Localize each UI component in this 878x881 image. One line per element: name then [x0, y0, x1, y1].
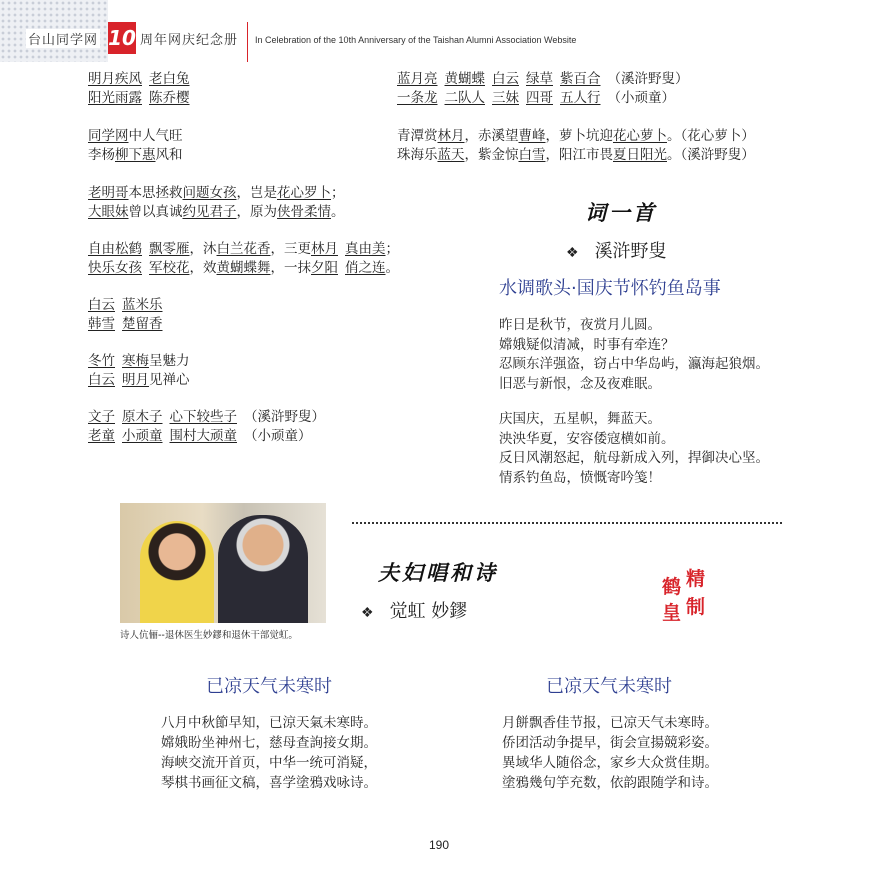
- ci-author: 溪浒野叟: [594, 241, 667, 262]
- text: 曾以真诚: [128, 204, 183, 220]
- nickname: 原木子: [122, 409, 163, 425]
- couple-author-line: [361, 597, 467, 623]
- couplet-line: [88, 127, 183, 146]
- poem-line: 反日风潮怒起，航母新成入列，捍御决心坚。: [499, 450, 769, 466]
- couplet-line: [88, 352, 190, 371]
- page-number: 190: [428, 838, 450, 852]
- text: ，沐: [189, 241, 217, 257]
- nickname: 花心萝卜: [613, 128, 667, 144]
- ci-stanza-2: [499, 410, 769, 488]
- poem-line: 海峡交流开首页，中华一统可消疑，: [161, 755, 377, 771]
- nickname: 林月: [311, 241, 338, 257]
- nickname: 韩雪: [88, 316, 115, 332]
- ci-title: 水调歌头·国庆节怀钓鱼岛事: [499, 278, 721, 299]
- nickname: 二队人: [444, 90, 485, 106]
- nickname: 老白兔: [149, 71, 190, 87]
- nickname: 蓝天: [437, 147, 465, 163]
- poem-line: 琴棋书画征文稿，喜学塗鴉戏咏诗。: [161, 775, 377, 791]
- diamond-bullet-icon: ❖: [566, 245, 579, 261]
- nickname: 陈乔樱: [149, 90, 190, 106]
- couplet-line: [88, 240, 399, 259]
- nickname: 紫百合: [560, 71, 601, 87]
- nickname: 围村大顽童: [169, 428, 237, 444]
- text: 青潭赏: [397, 128, 438, 144]
- nickname: 白兰花香: [216, 241, 271, 257]
- nickname: 小顽童: [122, 428, 163, 444]
- text: ；: [385, 241, 399, 257]
- couplet-line: [397, 70, 689, 89]
- poem-left-body: [161, 713, 377, 793]
- seal-char: 精: [686, 568, 706, 590]
- header-title-part2: 周年网庆纪念册: [140, 33, 239, 48]
- poem-line: 旧恶与新恨，念及夜难眠。: [499, 375, 661, 392]
- text: ，紫金惊: [464, 147, 519, 163]
- page-header: [0, 0, 878, 62]
- poem-line: 月餅飘香佳节报，已凉天气未寒時。: [502, 715, 718, 731]
- text: 。: [331, 204, 345, 220]
- nickname: 问题女孩: [182, 185, 237, 201]
- nickname: 三妹: [492, 90, 519, 106]
- nickname: 林月: [437, 128, 465, 144]
- author-note: （小顽童）: [607, 90, 675, 106]
- poem-line: 嫦娥盼坐神州七，慈母查詢接女期。: [161, 735, 377, 751]
- couplet-group-2: [88, 127, 183, 165]
- nickname: 老明哥: [88, 185, 129, 201]
- poem-line: 昨日是秋节，夜赏月儿圆。: [499, 317, 661, 333]
- nickname: 一条龙: [397, 90, 438, 106]
- poem-line: 忍顾东洋强盗，窃占中华岛屿，瀛海起狼烟。: [499, 356, 769, 372]
- photo-person-man: [218, 515, 308, 623]
- couplet-line: [88, 184, 345, 203]
- nickname: 文子: [88, 409, 115, 425]
- text: 。（花心萝卜）: [667, 128, 755, 144]
- text: 李杨: [88, 147, 115, 163]
- photo-person-woman: [140, 521, 214, 623]
- seal-char: 鹤: [662, 576, 682, 598]
- text: ，效: [189, 260, 217, 276]
- couplet-line: [88, 259, 399, 278]
- poem-line: 庆国庆，五星帜，舞蓝天。: [499, 411, 661, 427]
- couplet-line: [397, 89, 689, 108]
- couplet-line: [88, 70, 190, 89]
- nickname: 冬竹: [88, 353, 115, 369]
- couple-authors: 觉虹 妙鏐: [389, 601, 468, 622]
- nickname: 白雪: [518, 147, 546, 163]
- author-note: （溪浒野叟）: [244, 409, 325, 425]
- poem-left-title: 已凉天气未寒时: [206, 676, 332, 697]
- text: 本思拯救: [128, 185, 183, 201]
- ci-stanza-1: [499, 316, 769, 394]
- poem-right-body: [502, 713, 718, 793]
- couplet-line: [88, 89, 190, 108]
- couplet-line: [88, 427, 325, 446]
- nickname: 俏之连: [345, 260, 386, 276]
- text: ，三更: [270, 241, 311, 257]
- nickname: 心下较些子: [169, 409, 237, 425]
- nickname: 蓝米乐: [122, 297, 163, 313]
- nickname: 楚留香: [122, 316, 163, 332]
- nickname: 自由松鹤: [88, 241, 142, 257]
- right-couplet-group-2: [397, 127, 755, 165]
- diamond-bullet-icon: ❖: [361, 605, 374, 621]
- author-note: （小顽童）: [244, 428, 312, 444]
- couplet-group-4: [88, 240, 399, 278]
- text: ，赤溪望: [464, 128, 519, 144]
- poem-line: 泱泱华夏，安容倭寇横如前。: [499, 430, 675, 447]
- poem-line: 情系钓鱼岛，愤慨寄吟笺！: [499, 469, 661, 486]
- author-note: （溪浒野叟）: [607, 71, 689, 87]
- nickname: 军校花: [149, 260, 190, 276]
- ci-author-line: [566, 237, 667, 263]
- poem-right-title: 已凉天气未寒时: [546, 676, 672, 697]
- right-couplet-group-1: [397, 70, 689, 108]
- nickname: 同学网: [88, 128, 129, 144]
- couplet-group-1: [88, 70, 190, 108]
- text: ，原为: [236, 204, 277, 220]
- nickname: 黄蝴蝶舞: [216, 260, 271, 276]
- nickname: 阳光雨露: [88, 90, 142, 106]
- text: ，萝卜坑迎: [545, 128, 613, 144]
- seal-char: 制: [686, 596, 706, 618]
- nickname: 飘零雁: [149, 241, 190, 257]
- nickname: 黄蝴蝶: [444, 71, 485, 87]
- couplet-group-5: [88, 296, 163, 334]
- text: ，岂是: [236, 185, 277, 201]
- nickname: 快乐女孩: [88, 260, 142, 276]
- text: ，阳江市畏: [545, 147, 613, 163]
- text: 中人: [128, 128, 156, 144]
- text: 气旺: [155, 128, 183, 144]
- nickname: 夏日阳光: [613, 147, 667, 163]
- header-title-part1: 台山同学网: [26, 29, 100, 48]
- header-divider: [247, 22, 248, 62]
- nickname: 白云: [88, 297, 115, 313]
- text: 。（溪浒野叟）: [667, 147, 755, 163]
- nickname: 蓝月亮: [397, 71, 438, 87]
- poem-line: 異域华人随俗念，家乡大众赏佳期。: [502, 755, 718, 771]
- nickname: 老童: [88, 428, 115, 444]
- couplet-line: [397, 127, 755, 146]
- text: 。: [385, 260, 399, 276]
- text: 见禅心: [149, 372, 190, 388]
- couplet-line: [88, 146, 183, 165]
- couple-photo: [120, 503, 326, 623]
- nickname: 花心罗卜: [277, 185, 331, 201]
- header-anniversary-number: 10: [108, 22, 136, 54]
- nickname: 白云: [88, 372, 115, 388]
- couple-heading: 夫妇唱和诗: [378, 560, 498, 585]
- nickname: 寒梅: [122, 353, 149, 369]
- nickname: 绿草: [526, 71, 553, 87]
- couplet-line: [88, 315, 163, 334]
- nickname: 明月: [122, 372, 149, 388]
- couplet-group-6: [88, 352, 190, 390]
- couplet-line: [88, 371, 190, 390]
- couplet-group-3: [88, 184, 345, 222]
- header-english-title: In Celebration of the 10th Anniversary of the Taishan Alumni Association Website: [255, 35, 577, 45]
- nickname: 曹峰: [518, 128, 546, 144]
- ci-heading: 词一首: [585, 200, 657, 225]
- nickname: 大眼妹: [88, 204, 129, 220]
- red-seal-stamp: [662, 570, 722, 626]
- nickname: 四哥: [526, 90, 553, 106]
- text: 珠海乐: [397, 147, 438, 163]
- couplet-group-7: [88, 408, 325, 446]
- poem-line: 塗鴉幾句竽充数，依韵跟随学和诗。: [502, 775, 718, 791]
- nickname: 真由美: [345, 241, 386, 257]
- nickname: 明月疾风: [88, 71, 142, 87]
- poem-line: 嫦娥疑似清减，时事有牵连？: [499, 336, 675, 353]
- nickname: 柳下惠: [115, 147, 156, 163]
- nickname: 夕阳: [311, 260, 338, 276]
- text: ；: [331, 185, 345, 201]
- couplet-line: [397, 146, 755, 165]
- text: 呈魅力: [149, 353, 190, 369]
- text: ，一抹: [270, 260, 311, 276]
- poem-line: 八月中秋節早知，已涼天氣未寒時。: [161, 715, 377, 731]
- nickname: 白云: [492, 71, 519, 87]
- couplet-line: [88, 203, 345, 222]
- nickname: 侠骨柔情: [277, 204, 331, 220]
- photo-caption: 诗人伉俪--退休医生妙鏐和退休干部觉虹。: [120, 630, 298, 641]
- seal-char: 皇: [662, 602, 682, 624]
- couplet-line: [88, 296, 163, 315]
- nickname: 约见君子: [182, 204, 237, 220]
- couplet-line: [88, 408, 325, 427]
- dotted-divider: [352, 522, 782, 524]
- text: 风和: [155, 147, 183, 163]
- nickname: 五人行: [560, 90, 601, 106]
- poem-line: 侨团活动争提早，街会宣揚競彩姿。: [502, 735, 718, 751]
